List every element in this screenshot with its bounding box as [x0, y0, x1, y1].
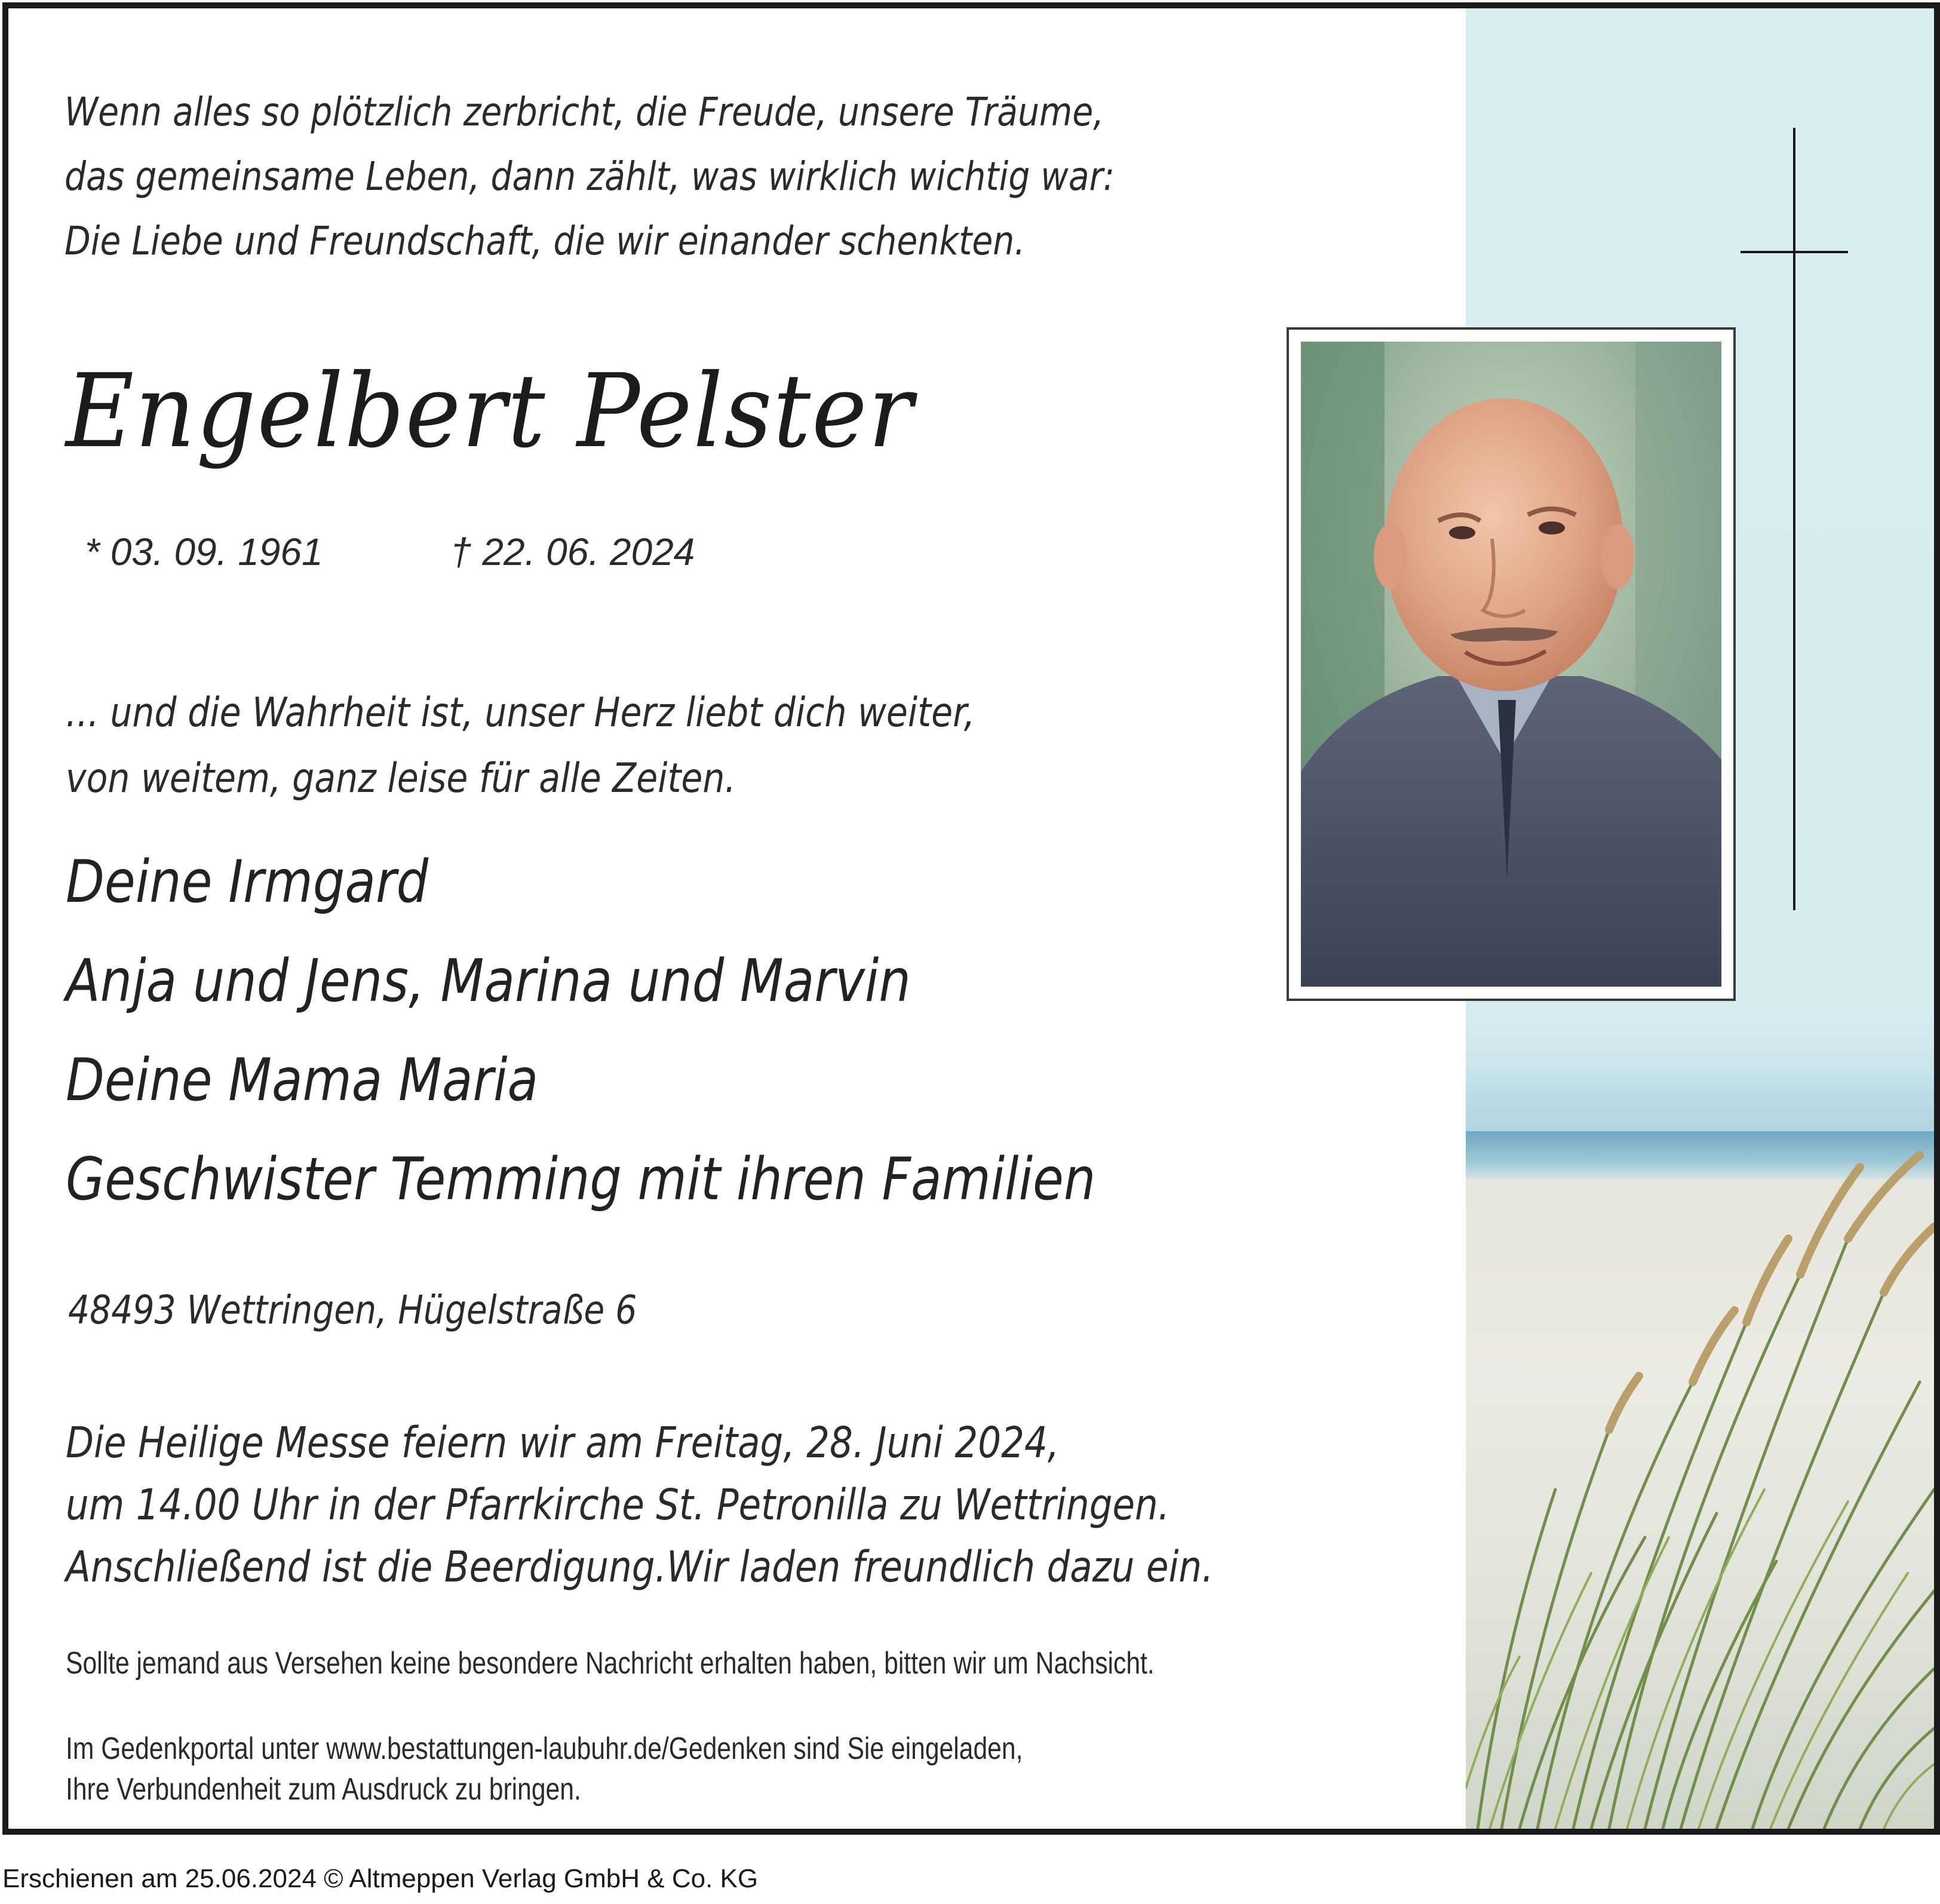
deceased-name: Engelbert Pelster	[66, 352, 914, 471]
quote-line: Wenn alles so plötzlich zerbricht, die Freude, unsere Träume,	[65, 89, 1104, 135]
family-member: Geschwister Temming mit ihren Familien	[66, 1146, 1096, 1214]
service-line: Anschließend ist die Beerdigung.Wir laden freundlich dazu ein.	[66, 1542, 1214, 1592]
quote-line: das gemeinsame Leben, dann zählt, was wirklich wichtig war:	[65, 153, 1115, 199]
portal-line: Ihre Verbundenheit zum Ausdruck zu bringen.	[66, 1772, 581, 1807]
birth-date: * 03. 09. 1961	[85, 530, 323, 573]
service-info	[66, 1412, 1214, 1598]
verse-line: von weitem, ganz leise für alle Zeiten.	[66, 755, 736, 802]
quote-line: Die Liebe und Freundschaft, die wir einander schenkten.	[65, 218, 1026, 264]
portal-line: Im Gedenkportal unter www.bestattungen-laubuhr.de/Gedenken sind Sie eingeladen,	[66, 1731, 1023, 1766]
memorial-portal-note	[66, 1728, 1023, 1810]
portrait-illustration	[1301, 342, 1721, 987]
family-member: Anja und Jens, Marina und Marvin	[66, 947, 911, 1015]
family-list	[66, 833, 1095, 1229]
publication-footer: Erschienen am 25.06.2024 © Altmeppen Verlag GmbH & Co. KG	[2, 1864, 759, 1893]
obituary-notice	[2, 2, 1940, 1835]
service-line: um 14.00 Uhr in der Pfarrkirche St. Petronilla zu Wettringen.	[66, 1480, 1170, 1530]
death-date: † 22. 06. 2024	[450, 530, 695, 573]
family-member: Deine Irmgard	[66, 848, 429, 916]
portrait-frame	[1287, 327, 1736, 1001]
verse-line: ... und die Wahrheit ist, unser Herz liebt dich weiter,	[66, 689, 975, 736]
verse	[66, 680, 975, 812]
portrait-photo	[1301, 342, 1721, 987]
apology-note: Sollte jemand aus Versehen keine besondere Nachricht erhalten haben, bitten wir um Nachsicht.	[66, 1646, 1155, 1681]
opening-quote	[65, 80, 1115, 274]
service-line: Die Heilige Messe feiern wir am Freitag, 28. Juni 2024,	[66, 1418, 1060, 1467]
address: 48493 Wettringen, Hügelstraße 6	[68, 1287, 637, 1333]
family-member: Deine Mama Maria	[66, 1046, 539, 1114]
